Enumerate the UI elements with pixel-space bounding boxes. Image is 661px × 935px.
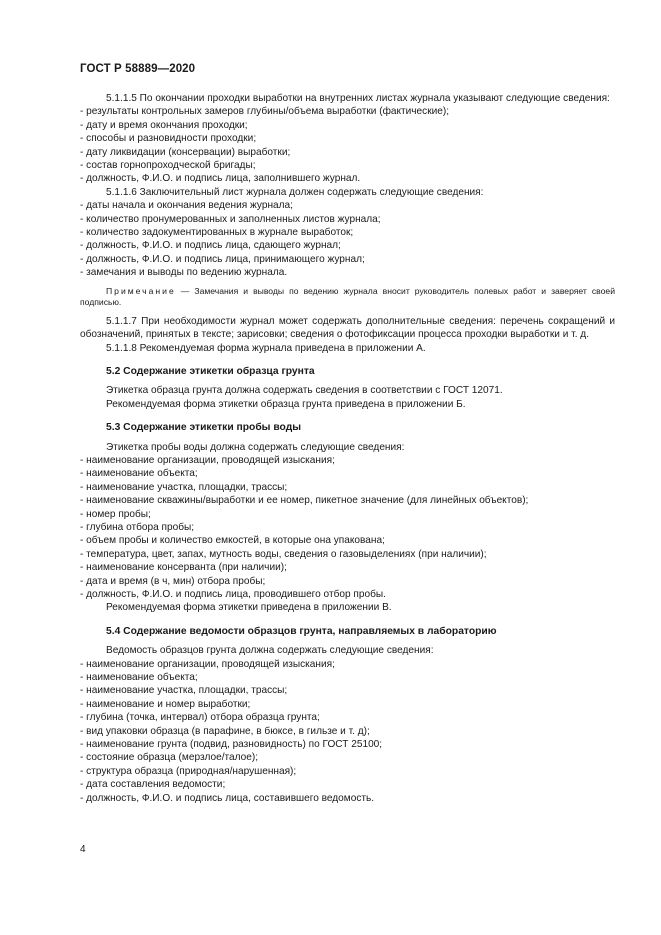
- list-item: - вид упаковки образца (в парафине, в бюксе, в гильзе и т. д);: [80, 725, 370, 737]
- section-5-3-list: [80, 454, 615, 601]
- list-item: - наименование участка, площадки, трассы;: [80, 481, 288, 493]
- document-header: ГОСТ Р 58889—2020: [80, 63, 196, 75]
- list-item: - дата и время (в ч, мин) отбора пробы;: [80, 575, 266, 587]
- list-item: - состав горнопроходческой бригады;: [80, 160, 256, 172]
- list-item: - дату и время окончания проходки;: [80, 119, 248, 131]
- note: [80, 286, 615, 309]
- list-item: - наименование грунта (подвид, разновидность) по ГОСТ 25100;: [80, 739, 383, 751]
- clause-5-1-1-5-intro: 5.1.1.5 По окончании проходки выработки на внутренних листах журнала указывают следующие сведения:: [106, 93, 610, 104]
- list-item: - количество задокументированных в журнале выработок;: [80, 227, 354, 239]
- list-item: - наименование скважины/выработки и ее номер, пикетное значение (для линейных объектов);: [80, 495, 529, 507]
- list-item: - глубина (точка, интервал) отбора образца грунта;: [80, 712, 320, 724]
- list-item: - замечания и выводы по ведению журнала.: [80, 267, 288, 279]
- section-5-3-intro: Этикетка пробы воды должна содержать следующие сведения:: [106, 441, 405, 453]
- list-item: - наименование объекта;: [80, 468, 198, 480]
- list-item: - должность, Ф.И.О. и подпись лица, принимающего журнал;: [80, 253, 365, 265]
- clause-5-1-1-6-intro: 5.1.1.6 Заключительный лист журнала должен содержать следующие сведения:: [106, 186, 484, 198]
- list-item: - должность, Ф.И.О. и подпись лица, заполнившего журнал.: [80, 173, 361, 185]
- section-5-3-outro: Рекомендуемая форма этикетки приведена в приложении В.: [106, 602, 392, 614]
- document-body: [80, 92, 615, 805]
- list-item: - структура образца (природная/нарушенная);: [80, 765, 297, 777]
- list-item: - результаты контрольных замеров глубины/объема выработки (фактические);: [80, 106, 450, 118]
- note-text: — Замечания и выводы по ведению журнала вносит руководитель полевых работ и заверяет своей подписью.: [80, 285, 615, 308]
- section-5-2-paragraph: Этикетка образца грунта должна содержать сведения в соответствии с ГОСТ 12071.: [106, 385, 503, 397]
- list-item: - наименование организации, проводящей изыскания;: [80, 658, 335, 670]
- list-item: - дата составления ведомости;: [80, 779, 226, 791]
- list-item: - должность, Ф.И.О. и подпись лица, составившего ведомость.: [80, 792, 375, 804]
- note-label: Примечание: [106, 285, 176, 296]
- clause-5-1-1-7: 5.1.1.7 При необходимости журнал может содержать дополнительные сведения: перечень сокращений и обозначений, принятых в тексте; зарисовки; сведения о фотофиксации процесса проходки выработки и т. д.: [80, 315, 615, 341]
- section-5-4-intro: Ведомость образцов грунта должна содержать следующие сведения:: [106, 645, 434, 657]
- list-item: - способы и разновидности проходки;: [80, 133, 257, 145]
- list-item: - глубина отбора пробы;: [80, 521, 195, 533]
- clause-5-1-1-8: 5.1.1.8 Рекомендуемая форма журнала приведена в приложении А.: [106, 342, 426, 354]
- list-item: - наименование и номер выработки;: [80, 698, 251, 710]
- section-title-5-3: 5.3 Содержание этикетки пробы воды: [106, 422, 302, 434]
- list-item: - состояние образца (мерзлое/талое);: [80, 752, 259, 764]
- clause-5-1-1-5-list: [80, 105, 615, 185]
- list-item: - наименование организации, проводящей изыскания;: [80, 454, 335, 466]
- list-item: - номер пробы;: [80, 508, 151, 520]
- list-item: - даты начала и окончания ведения журнала;: [80, 200, 293, 212]
- list-item: - должность, Ф.И.О. и подпись лица, проводившего отбор пробы.: [80, 589, 386, 600]
- section-title-5-2: 5.2 Содержание этикетки образца грунта: [106, 365, 315, 377]
- page-number: 4: [80, 844, 86, 855]
- list-item: - температура, цвет, запах, мутность воды, сведения о газовыделениях (при наличии);: [80, 548, 487, 560]
- list-item: - наименование объекта;: [80, 672, 198, 684]
- list-item: - наименование участка, площадки, трассы;: [80, 685, 288, 697]
- clause-5-1-1-6-list: [80, 199, 615, 279]
- list-item: - объем пробы и количество емкостей, в которые она упакована;: [80, 535, 385, 547]
- list-item: - количество пронумерованных и заполненных листов журнала;: [80, 213, 381, 225]
- list-item: - наименование консерванта (при наличии);: [80, 562, 287, 574]
- section-5-4-list: [80, 658, 615, 805]
- list-item: - должность, Ф.И.О. и подпись лица, сдающего журнал;: [80, 240, 341, 252]
- section-5-2-paragraph: Рекомендуемая форма этикетки образца грунта приведена в приложении Б.: [106, 398, 466, 410]
- section-title-5-4: 5.4 Содержание ведомости образцов грунта, направляемых в лабораторию: [106, 625, 497, 637]
- list-item: - дату ликвидации (консервации) выработки;: [80, 146, 291, 158]
